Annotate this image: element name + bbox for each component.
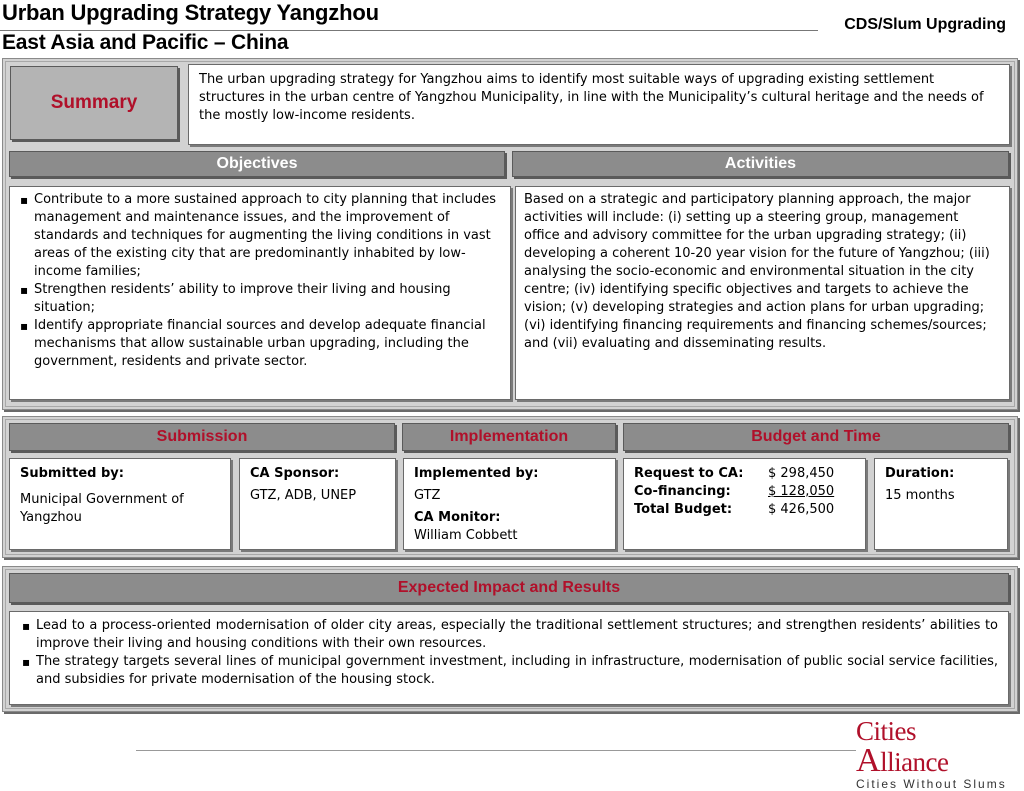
cofinancing-label: Co-financing:: [634, 484, 731, 499]
list-item: ▪ Contribute to a more sustained approach to city planning that includes management and maintenance issues, and the improvement of standards and techniques for augmenting the living conditions in vast areas of the existing city that are predominantly inhabited by low-income families;: [20, 191, 500, 281]
implemented-by-label: Implemented by:: [414, 466, 539, 481]
duration-label: Duration:: [885, 466, 955, 481]
sponsor-box: [239, 458, 396, 550]
implemented-by-value: GTZ: [414, 488, 441, 503]
cities-alliance-logo: [856, 716, 1008, 791]
request-label: Request to CA:: [634, 466, 744, 481]
monitor-label: CA Monitor:: [414, 510, 501, 525]
impact-heading: Expected Impact and Results: [9, 573, 1009, 603]
objectives-list: [20, 191, 500, 371]
cofinancing-value: $ 128,050: [768, 484, 835, 499]
activities-box: [515, 186, 1010, 400]
total-label: Total Budget:: [634, 502, 733, 517]
list-item: ▪ Lead to a process-oriented modernisation of older city areas, especially the traditional settlement structures; and strengthen residents’ abilities to improve their living and housing conditions with their own resources.: [22, 617, 998, 653]
list-item: ▪ Strengthen residents’ ability to improve their living and housing situation;: [20, 281, 500, 317]
budget-box: [623, 458, 866, 550]
list-item: ▪ The strategy targets several lines of municipal government investment, including in infrastructure, modernisation of public social service facilities, and subsidies for private modernisation of the housing stock.: [22, 653, 998, 689]
page-title: Urban Upgrading Strategy Yangzhou: [2, 0, 379, 25]
footer-rule: [136, 750, 856, 751]
budget-heading: Budget and Time: [623, 423, 1009, 451]
summary-heading: Summary: [10, 66, 178, 140]
implementation-heading: Implementation: [402, 423, 616, 451]
sponsor-label: CA Sponsor:: [250, 466, 340, 481]
submitted-by-box: [9, 458, 231, 550]
submitted-by-value: Municipal Government of Yangzhou: [20, 492, 184, 525]
sponsor-value: GTZ, ADB, UNEP: [250, 488, 357, 503]
activities-heading: Activities: [512, 151, 1009, 177]
category-tag: CDS/Slum Upgrading: [844, 16, 1006, 33]
summary-paragraph: The urban upgrading strategy for Yangzhou aims to identify most suitable ways of upgrading existing settlement structures in the urban centre of Yangzhou Municipality, in line with the Municipality’s cultural heritage and the needs of the mostly low-income residents.: [199, 72, 984, 123]
activities-paragraph: Based on a strategic and participatory planning approach, the major activities will include: (i) setting up a steering group, management office and advisory committee for the urban upgrading strategy; (ii) developing a coherent 10-20 year vision for the future of Yangzhou; (iii) analysing the socio-economic and environmental situation in the city centre; (iv) identifying specific objectives and targets to achieve the vision; (v) developing strategies and action plans for urban upgrading; (vi) identifying financing requirements and financing schemes/sources; and (vii) evaluating and disseminating results.: [524, 192, 990, 351]
objectives-heading: Objectives: [9, 151, 505, 177]
impact-list: [22, 617, 998, 689]
monitor-value: William Cobbett: [414, 528, 518, 543]
table-row: [634, 483, 834, 501]
total-value: $ 426,500: [768, 502, 835, 517]
logo-tagline: Cities Without Slums: [856, 777, 1007, 791]
summary-text: [188, 64, 1010, 145]
list-item: ▪ Identify appropriate financial sources and develop adequate financial mechanisms that allow sustainable urban upgrading, including the government, residents and private sector.: [20, 317, 500, 371]
request-value: $ 298,450: [768, 466, 835, 481]
duration-value: 15 months: [885, 488, 955, 503]
table-row: [634, 465, 834, 483]
objectives-box: [9, 186, 511, 400]
submission-heading: Submission: [9, 423, 395, 451]
budget-table: [634, 465, 834, 519]
duration-box: [874, 458, 1008, 550]
submitted-by-label: Submitted by:: [20, 466, 124, 481]
implementation-box: [403, 458, 616, 550]
table-row: [634, 501, 834, 519]
logo-wordmark: Cities Alliance: [856, 716, 949, 779]
impact-box: [9, 611, 1009, 705]
page-subtitle: East Asia and Pacific – China: [2, 31, 289, 54]
